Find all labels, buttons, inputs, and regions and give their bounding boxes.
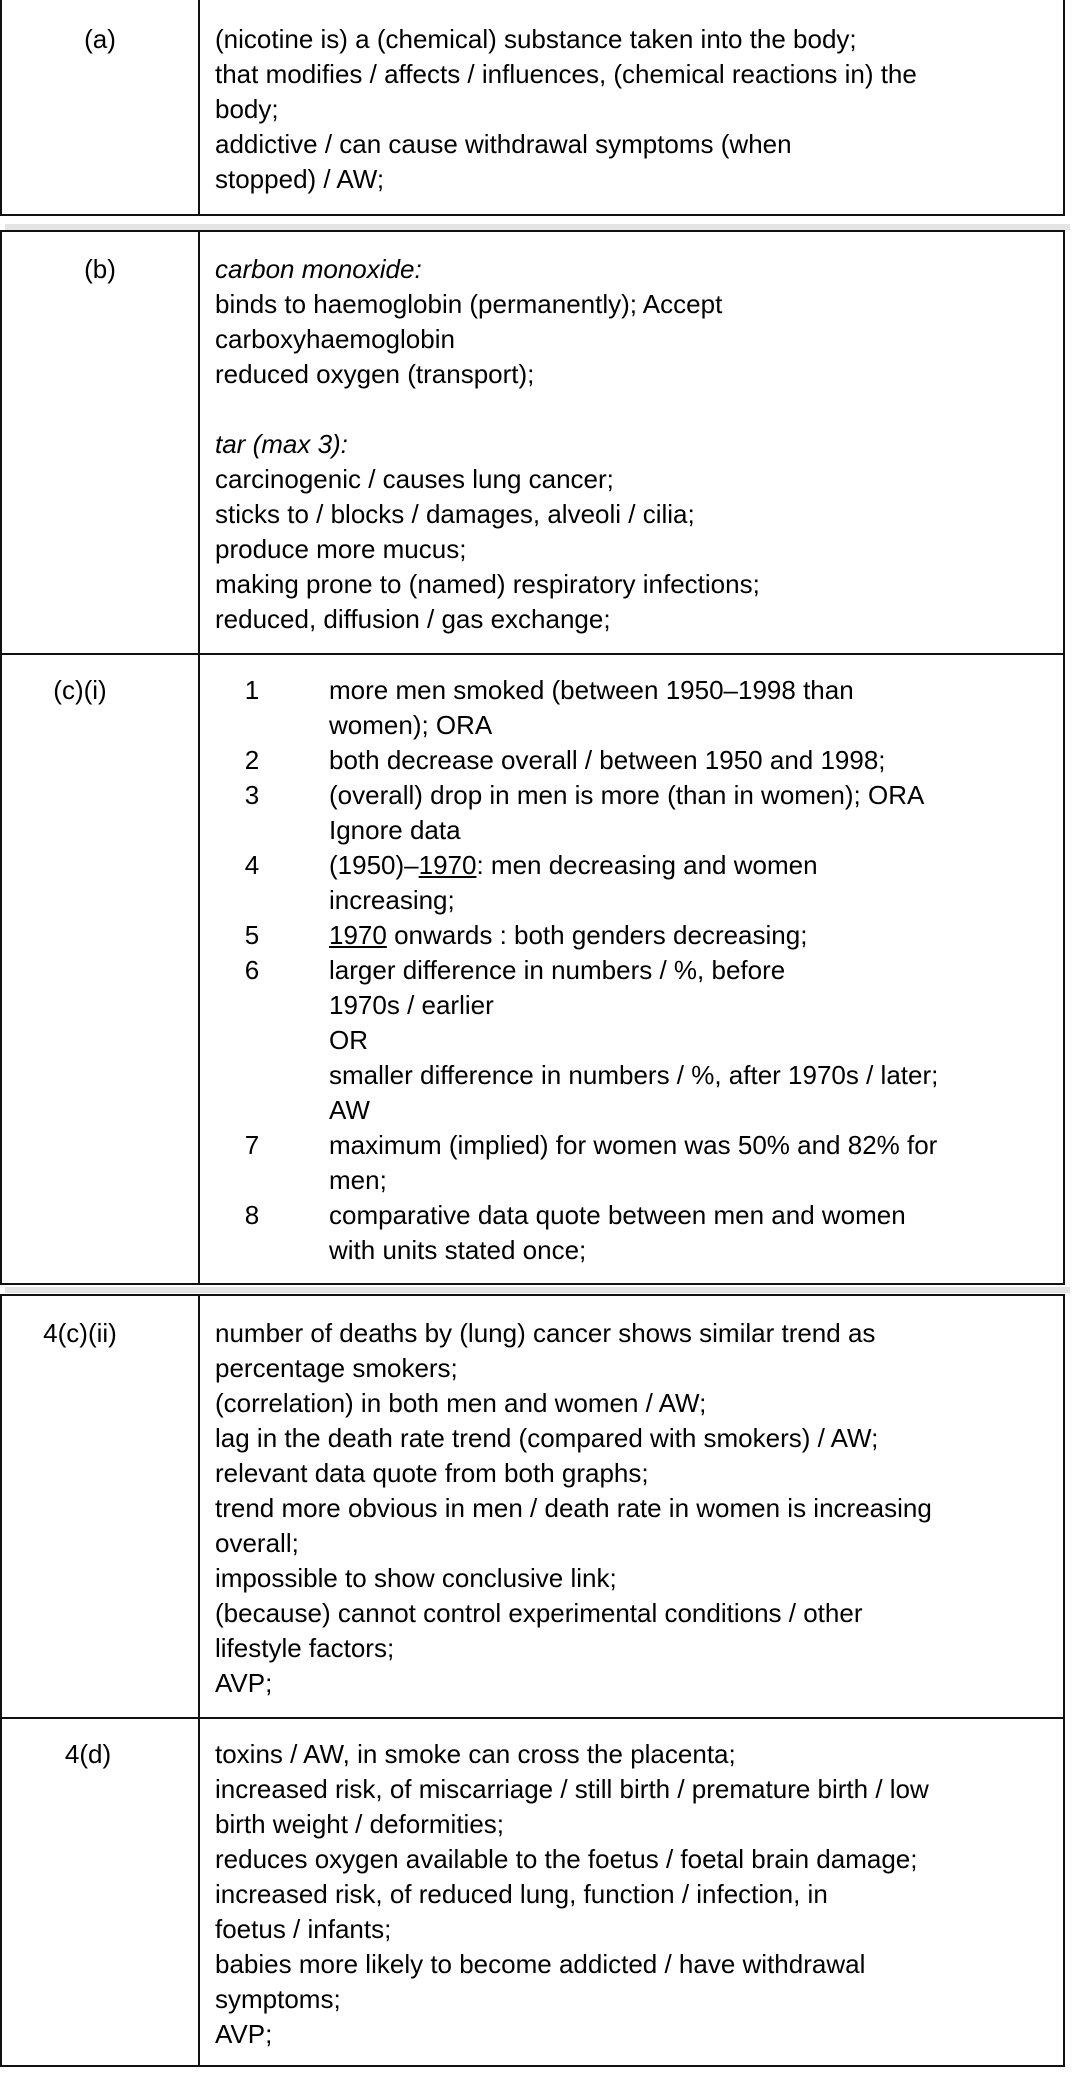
point-number: 6 <box>244 955 260 985</box>
marking-point-1 <box>212 673 1049 743</box>
answer-line: increased risk, of reduced lung, function / infection, in <box>215 1879 828 1909</box>
question-label-d: 4(d) <box>64 1739 112 1769</box>
answer-line: that modifies / affects / influences, (chemical reactions in) the <box>215 59 917 89</box>
row-c-i <box>0 655 1065 1285</box>
answer-line: produce more mucus; <box>215 534 467 564</box>
page-gap <box>5 1287 1070 1293</box>
answer-line: binds to haemoglobin (permanently); Accept <box>215 289 723 319</box>
point-text: (1950)– <box>329 850 419 880</box>
point-line: comparative data quote between men and women <box>329 1200 906 1230</box>
answer-line: reduced, diffusion / gas exchange; <box>215 604 611 634</box>
marking-point-6 <box>212 953 1049 1128</box>
answer-line: birth weight / deformities; <box>215 1809 505 1839</box>
underlined-year: 1970 <box>329 920 387 950</box>
answer-line: stopped) / AW; <box>215 164 385 194</box>
answer-line: AVP; <box>215 2019 273 2049</box>
point-number: 5 <box>244 920 260 950</box>
question-cell-d <box>2 1719 200 2065</box>
answer-line: lag in the death rate trend (compared with smokers) / AW; <box>215 1423 879 1453</box>
question-cell-c-ii <box>2 1296 200 1717</box>
point-number: 8 <box>244 1200 260 1230</box>
question-label-c-i: (c)(i) <box>53 675 107 705</box>
answer-line: (correlation) in both men and women / AW; <box>215 1388 707 1418</box>
underlined-year: 1970 <box>418 850 477 880</box>
answer-line: foetus / infants; <box>215 1914 392 1944</box>
point-line: increasing; <box>329 885 455 915</box>
answer-cell-c-ii <box>215 1316 1049 1701</box>
point-line: with units stated once; <box>329 1235 587 1265</box>
answer-cell-a <box>215 22 1049 197</box>
point-line: men; <box>329 1165 387 1195</box>
answer-line: increased risk, of miscarriage / still birth / premature birth / low <box>215 1774 929 1804</box>
point-text: : men decreasing and women <box>476 850 818 880</box>
marking-point-8 <box>212 1198 1049 1268</box>
question-cell-a <box>2 0 200 214</box>
answer-line: overall; <box>215 1528 299 1558</box>
point-line: Ignore data <box>329 815 461 845</box>
row-c-ii <box>0 1294 1065 1719</box>
point-line: smaller difference in numbers / %, after 1970s / later; <box>329 1060 939 1090</box>
answer-line: making prone to (named) respiratory infections; <box>215 569 760 599</box>
point-line: more men smoked (between 1950–1998 than <box>329 675 854 705</box>
row-a <box>0 0 1065 216</box>
point-line: 1970s / earlier <box>329 990 494 1020</box>
point-line <box>212 848 1049 883</box>
answer-line: toxins / AW, in smoke can cross the placenta; <box>215 1739 736 1769</box>
answer-line: symptoms; <box>215 1984 341 2014</box>
answer-cell-d <box>215 1737 1049 2052</box>
marking-point-5 <box>212 918 1049 953</box>
question-cell-b <box>2 232 200 653</box>
answer-line: number of deaths by (lung) cancer shows similar trend as <box>215 1318 876 1348</box>
answer-line: carboxyhaemoglobin <box>215 324 455 354</box>
point-text: onwards : both genders decreasing; <box>386 920 808 950</box>
answer-line: impossible to show conclusive link; <box>215 1563 617 1593</box>
marking-point-3 <box>212 778 1049 848</box>
question-cell-c-i <box>2 655 200 1283</box>
marking-point-7 <box>212 1128 1049 1198</box>
answer-cell-c-i <box>212 673 1049 1268</box>
point-number: 2 <box>244 745 260 775</box>
answer-cell-b <box>215 252 1049 637</box>
point-number: 3 <box>244 780 260 810</box>
answer-line: trend more obvious in men / death rate in women is increasing <box>215 1493 932 1523</box>
point-line: women); ORA <box>329 710 493 740</box>
point-line <box>212 918 1049 953</box>
answer-line: (because) cannot control experimental conditions / other <box>215 1598 863 1628</box>
answer-line: carcinogenic / causes lung cancer; <box>215 464 614 494</box>
answer-line: relevant data quote from both graphs; <box>215 1458 649 1488</box>
point-line: both decrease overall / between 1950 and 1998; <box>329 745 886 775</box>
answer-line: (nicotine is) a (chemical) substance taken into the body; <box>215 24 857 54</box>
point-line: (overall) drop in men is more (than in women); ORA <box>329 780 925 810</box>
row-d <box>0 1719 1065 2067</box>
point-number: 7 <box>244 1130 260 1160</box>
answer-line: reduces oxygen available to the foetus / foetal brain damage; <box>215 1844 918 1874</box>
answer-line: addictive / can cause withdrawal symptoms (when <box>215 129 792 159</box>
point-line: OR <box>329 1025 368 1055</box>
point-number: 1 <box>244 675 260 705</box>
answer-line: sticks to / blocks / damages, alveoli / cilia; <box>215 499 695 529</box>
point-number: 4 <box>244 850 260 880</box>
question-label-b: (b) <box>84 254 116 284</box>
question-label-a: (a) <box>84 24 116 54</box>
row-b <box>0 230 1065 655</box>
section-heading: tar (max 3): <box>215 429 348 459</box>
answer-line: AVP; <box>215 1668 273 1698</box>
answer-line: babies more likely to become addicted / have withdrawal <box>215 1949 866 1979</box>
point-line: larger difference in numbers / %, before <box>329 955 786 985</box>
point-line: maximum (implied) for women was 50% and 82% for <box>329 1130 938 1160</box>
answer-line: percentage smokers; <box>215 1353 458 1383</box>
question-label-c-ii: 4(c)(ii) <box>43 1318 117 1348</box>
section-heading: carbon monoxide: <box>215 254 422 284</box>
marking-point-2 <box>212 743 1049 778</box>
point-line: AW <box>329 1095 370 1125</box>
answer-line: reduced oxygen (transport); <box>215 359 535 389</box>
marking-point-4 <box>212 848 1049 918</box>
answer-line: body; <box>215 94 279 124</box>
answer-line: lifestyle factors; <box>215 1633 395 1663</box>
